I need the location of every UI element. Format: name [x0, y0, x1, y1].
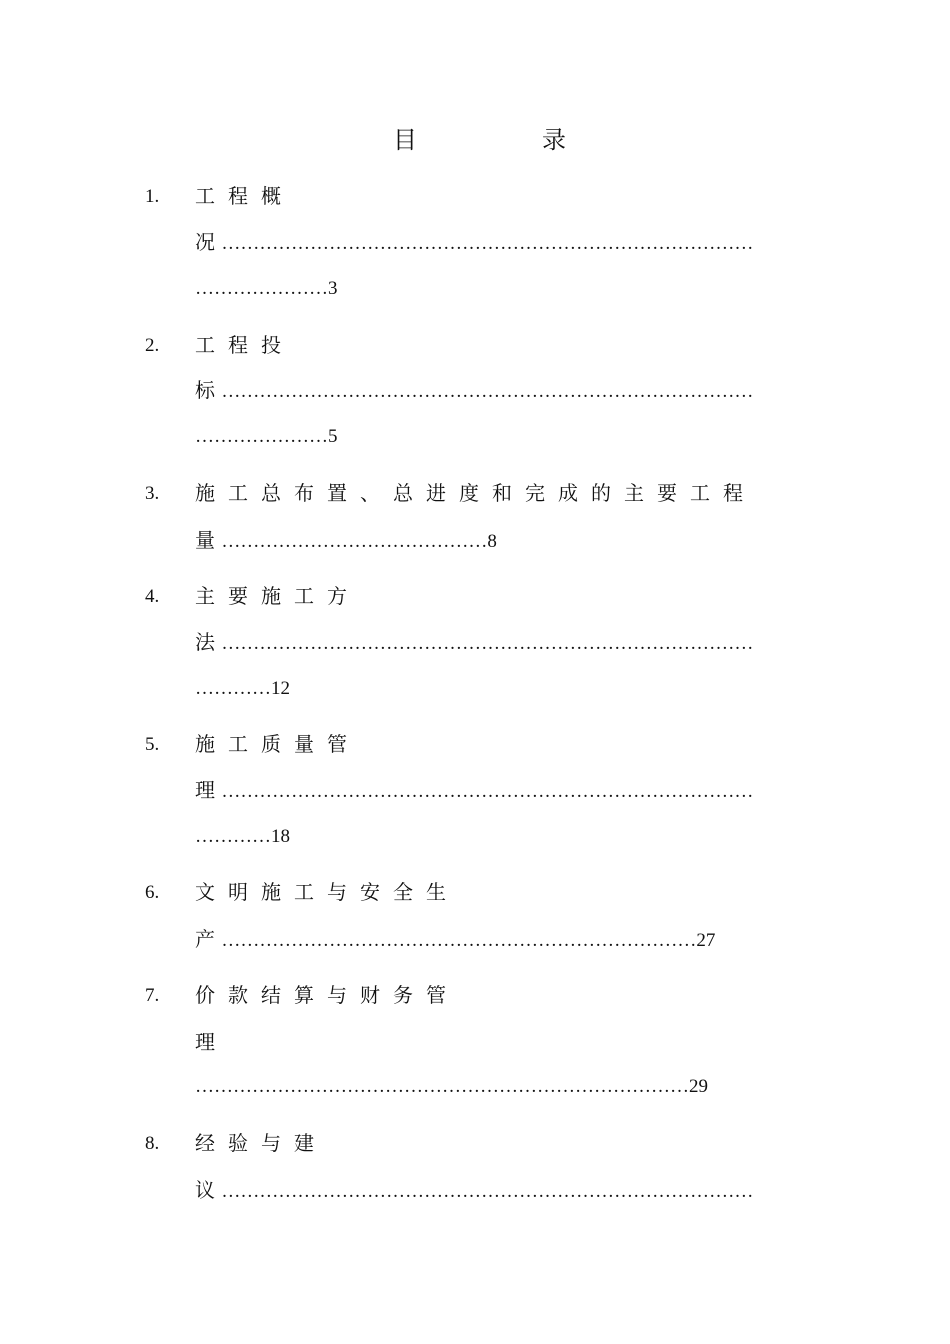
dot-leader: ……………………………………	[221, 531, 488, 552]
dot-leader: …………………………………………………………………………	[221, 781, 754, 802]
toc-entry-dot-leader	[195, 926, 815, 954]
toc-entry-heading-tail-line	[195, 1029, 815, 1055]
toc-entry-number: 1.	[145, 186, 160, 207]
toc-entry-heading-tail: 议	[195, 1178, 215, 1202]
toc-entry-number: 8.	[145, 1133, 160, 1154]
toc-title-char-2: 录	[542, 126, 566, 154]
toc-entry-dot-cont	[195, 1074, 708, 1100]
toc-entry-dot-leader	[195, 777, 815, 805]
toc-entry-page: 18	[271, 826, 290, 847]
dot-leader: …………………………………………………………………	[221, 930, 697, 951]
toc-entry-dot-leader	[195, 1177, 815, 1205]
toc-entry-dot-leader	[195, 377, 815, 405]
dot-leader: …………………………………………………………………………	[221, 633, 754, 654]
toc-entry-heading-tail: 量	[195, 528, 215, 552]
toc-entry-page: 3	[328, 278, 338, 299]
toc-title	[0, 122, 950, 162]
toc-entry-number: 5.	[145, 734, 160, 755]
toc-entry-dot-cont	[195, 676, 290, 702]
toc-entry-heading: 工程投	[195, 333, 294, 357]
toc-entry-heading: 施工总布置、总进度和完成的主要工程	[195, 481, 756, 505]
toc-entry-page: 8	[487, 531, 497, 552]
toc-entry-number: 6.	[145, 882, 160, 903]
dot-leader: …………………………………………………………………………	[221, 1181, 754, 1202]
toc-entry-dot-leader	[195, 629, 815, 657]
dot-leader: …………………	[195, 278, 328, 299]
toc-entry-number: 2.	[145, 335, 160, 356]
toc-entry-heading-tail: 法	[195, 630, 215, 654]
toc-entry-heading: 经验与建	[195, 1131, 327, 1155]
toc-title-char-1: 目	[393, 126, 417, 154]
toc-entry-heading: 主要施工方	[195, 584, 360, 608]
toc-entry-dot-leader	[195, 527, 815, 555]
toc-entry-heading-tail: 理	[195, 1030, 215, 1054]
dot-leader: …………………………………………………………………………	[221, 381, 754, 402]
toc-entry-number: 3.	[145, 483, 160, 504]
toc-entry-dot-cont	[195, 824, 290, 850]
toc-entry-page: 5	[328, 426, 338, 447]
toc-entry-heading-tail: 产	[195, 927, 215, 951]
toc-entry-heading: 工程概	[195, 184, 294, 208]
toc-entry-dot-cont	[195, 424, 338, 450]
toc-entry-heading: 价款结算与财务管	[195, 983, 459, 1007]
dot-leader: …………………………………………………………………………	[221, 233, 754, 254]
dot-leader: …………………	[195, 426, 328, 447]
dot-leader: …………	[195, 678, 271, 699]
toc-entry-heading-tail: 况	[195, 230, 215, 254]
toc-entry-heading: 施工质量管	[195, 732, 360, 756]
toc-entry-heading: 文明施工与安全生	[195, 880, 459, 904]
toc-entry-page: 27	[696, 930, 716, 951]
toc-entry-dot-leader	[195, 229, 815, 257]
toc-entry-number: 4.	[145, 586, 160, 607]
toc-entry-number: 7.	[145, 985, 160, 1006]
toc-entry-page: 29	[689, 1076, 708, 1097]
toc-entry-page: 12	[271, 678, 290, 699]
toc-entry-heading-tail: 标	[195, 378, 215, 402]
toc-entry-dot-cont	[195, 276, 338, 302]
dot-leader: …………	[195, 826, 271, 847]
toc-entry-heading-tail: 理	[195, 778, 215, 802]
dot-leader: ……………………………………………………………………	[195, 1076, 689, 1097]
